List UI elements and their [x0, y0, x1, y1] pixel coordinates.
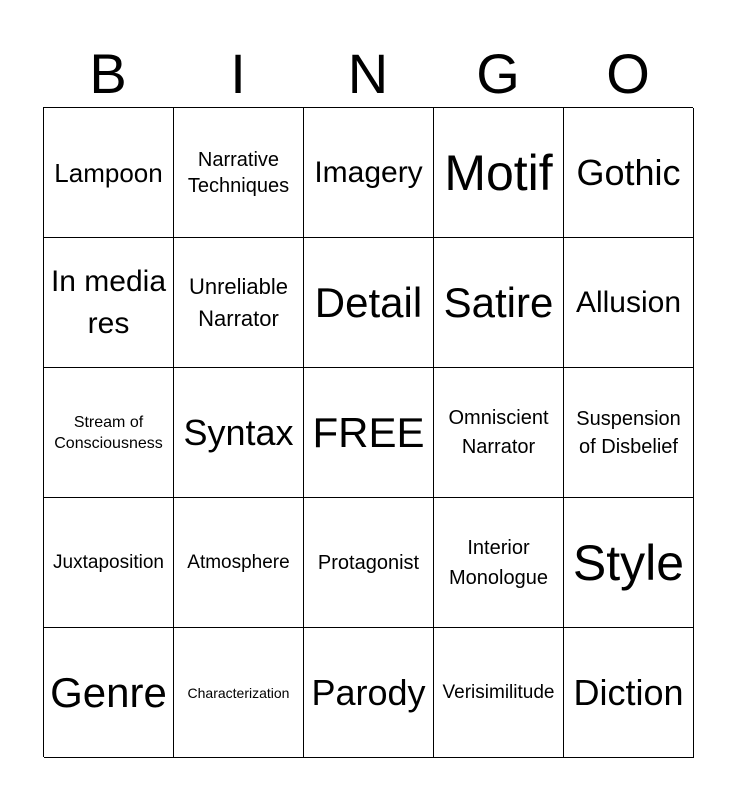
cell-text: Parody: [311, 671, 426, 713]
cell-text: Omniscient Narrator: [448, 406, 549, 458]
bingo-cell[interactable]: [304, 108, 434, 238]
bingo-cell[interactable]: [564, 368, 694, 498]
header-letter-n: N: [347, 42, 389, 105]
cell-text: Gothic: [576, 151, 681, 193]
bingo-cell[interactable]: [564, 498, 694, 628]
cell-text: Suspension of Disbelief: [576, 407, 681, 458]
bingo-cell[interactable]: [174, 368, 304, 498]
cell-text: Lampoon: [54, 157, 163, 188]
bingo-cell[interactable]: [44, 368, 174, 498]
bingo-cell[interactable]: [564, 238, 694, 368]
cell-text: Allusion: [575, 285, 682, 319]
cell-text: Atmosphere: [187, 551, 290, 573]
bingo-cell[interactable]: [174, 108, 304, 238]
bingo-cell[interactable]: [174, 628, 304, 758]
header-letter-o: O: [606, 42, 650, 105]
bingo-board: [43, 107, 693, 757]
cell-text: Narrative Techniques: [187, 148, 290, 197]
bingo-cell[interactable]: [44, 238, 174, 368]
cell-text: Style: [572, 534, 685, 591]
bingo-cell[interactable]: [434, 368, 564, 498]
bingo-cell[interactable]: [564, 108, 694, 238]
cell-text: Characterization: [187, 684, 290, 701]
cell-text: Juxtaposition: [53, 551, 164, 573]
cell-text: Verisimilitude: [442, 681, 555, 703]
bingo-cell[interactable]: [304, 498, 434, 628]
cell-text: Motif: [444, 144, 553, 201]
cell-text: Interior Monologue: [449, 536, 548, 589]
header-letter-i: I: [230, 42, 246, 105]
bingo-cell[interactable]: [304, 628, 434, 758]
cell-text: Genre: [50, 668, 167, 716]
bingo-cell[interactable]: [434, 108, 564, 238]
bingo-cell[interactable]: [564, 628, 694, 758]
cell-text: Stream of Consciousness: [54, 413, 163, 452]
bingo-cell[interactable]: [434, 238, 564, 368]
cell-text: Diction: [573, 671, 684, 713]
bingo-cell[interactable]: [44, 628, 174, 758]
header-letter-b: B: [89, 42, 127, 105]
cell-text: Protagonist: [317, 551, 420, 574]
bingo-cell[interactable]: [434, 628, 564, 758]
cell-text: Detail: [314, 278, 423, 326]
cell-text: In media res: [50, 264, 167, 340]
cell-text: Unreliable Narrator: [188, 273, 289, 331]
bingo-cell[interactable]: [44, 498, 174, 628]
cell-text: Satire: [443, 278, 554, 326]
bingo-cell[interactable]: [434, 498, 564, 628]
bingo-cell[interactable]: [44, 108, 174, 238]
cell-text: Syntax: [183, 411, 294, 453]
bingo-header: [43, 40, 693, 108]
bingo-cell[interactable]: [174, 238, 304, 368]
cell-text: FREE: [312, 408, 425, 456]
bingo-cell[interactable]: [304, 238, 434, 368]
bingo-cell[interactable]: [174, 498, 304, 628]
bingo-cell[interactable]: [304, 368, 434, 498]
header-letter-g: G: [476, 42, 520, 105]
cell-text: Imagery: [314, 155, 423, 189]
